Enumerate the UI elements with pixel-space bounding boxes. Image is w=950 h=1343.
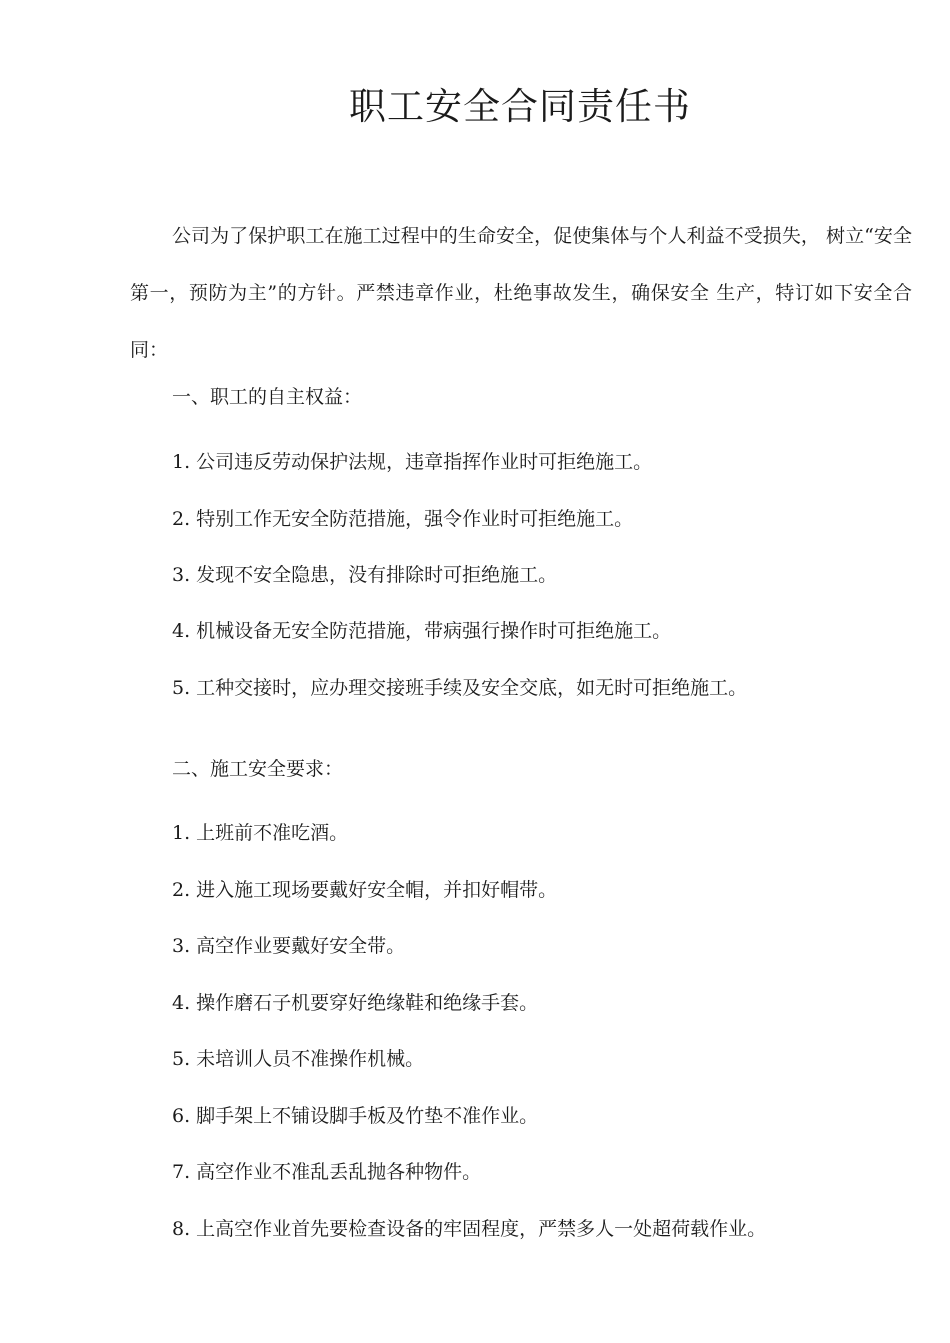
section-heading-requirements: 二、施工安全要求：	[172, 758, 344, 780]
intro-paragraph: 公司为了保护职工在施工过程中的生命安全，促使集体与个人利益不受损失， 树立“安全第一，预防为主”的方针。严禁违章作业，杜绝事故发生，确保安全 生产，特订如下安全合同：	[130, 225, 912, 361]
list-item: 4. 操作磨石子机要穿好绝缘鞋和绝缘手套。	[172, 992, 539, 1014]
list-item: 3. 高空作业要戴好安全带。	[172, 935, 406, 957]
list-item: 4. 机械设备无安全防范措施，带病强行操作时可拒绝施工。	[172, 620, 672, 642]
list-item: 8. 上高空作业首先要检查设备的牢固程度，严禁多人一处超荷载作业。	[172, 1218, 767, 1240]
section-heading-rights: 一、职工的自主权益：	[172, 386, 363, 408]
list-item: 3. 发现不安全隐患，没有排除时可拒绝施工。	[172, 564, 558, 586]
list-item: 6. 脚手架上不铺设脚手板及竹垫不准作业。	[172, 1105, 539, 1127]
list-item: 1. 公司违反劳动保护法规，违章指挥作业时可拒绝施工。	[172, 451, 653, 473]
list-item: 5. 工种交接时，应办理交接班手续及安全交底，如无时可拒绝施工。	[172, 677, 748, 699]
list-item: 5. 未培训人员不准操作机械。	[172, 1048, 425, 1070]
document-title: 职工安全合同责任书	[349, 85, 691, 128]
list-item: 7. 高空作业不准乱丢乱抛各种物件。	[172, 1161, 482, 1183]
list-item: 1. 上班前不准吃酒。	[172, 822, 349, 844]
list-item: 2. 特别工作无安全防范措施，强令作业时可拒绝施工。	[172, 508, 634, 530]
list-item: 2. 进入施工现场要戴好安全帽，并扣好帽带。	[172, 879, 558, 901]
